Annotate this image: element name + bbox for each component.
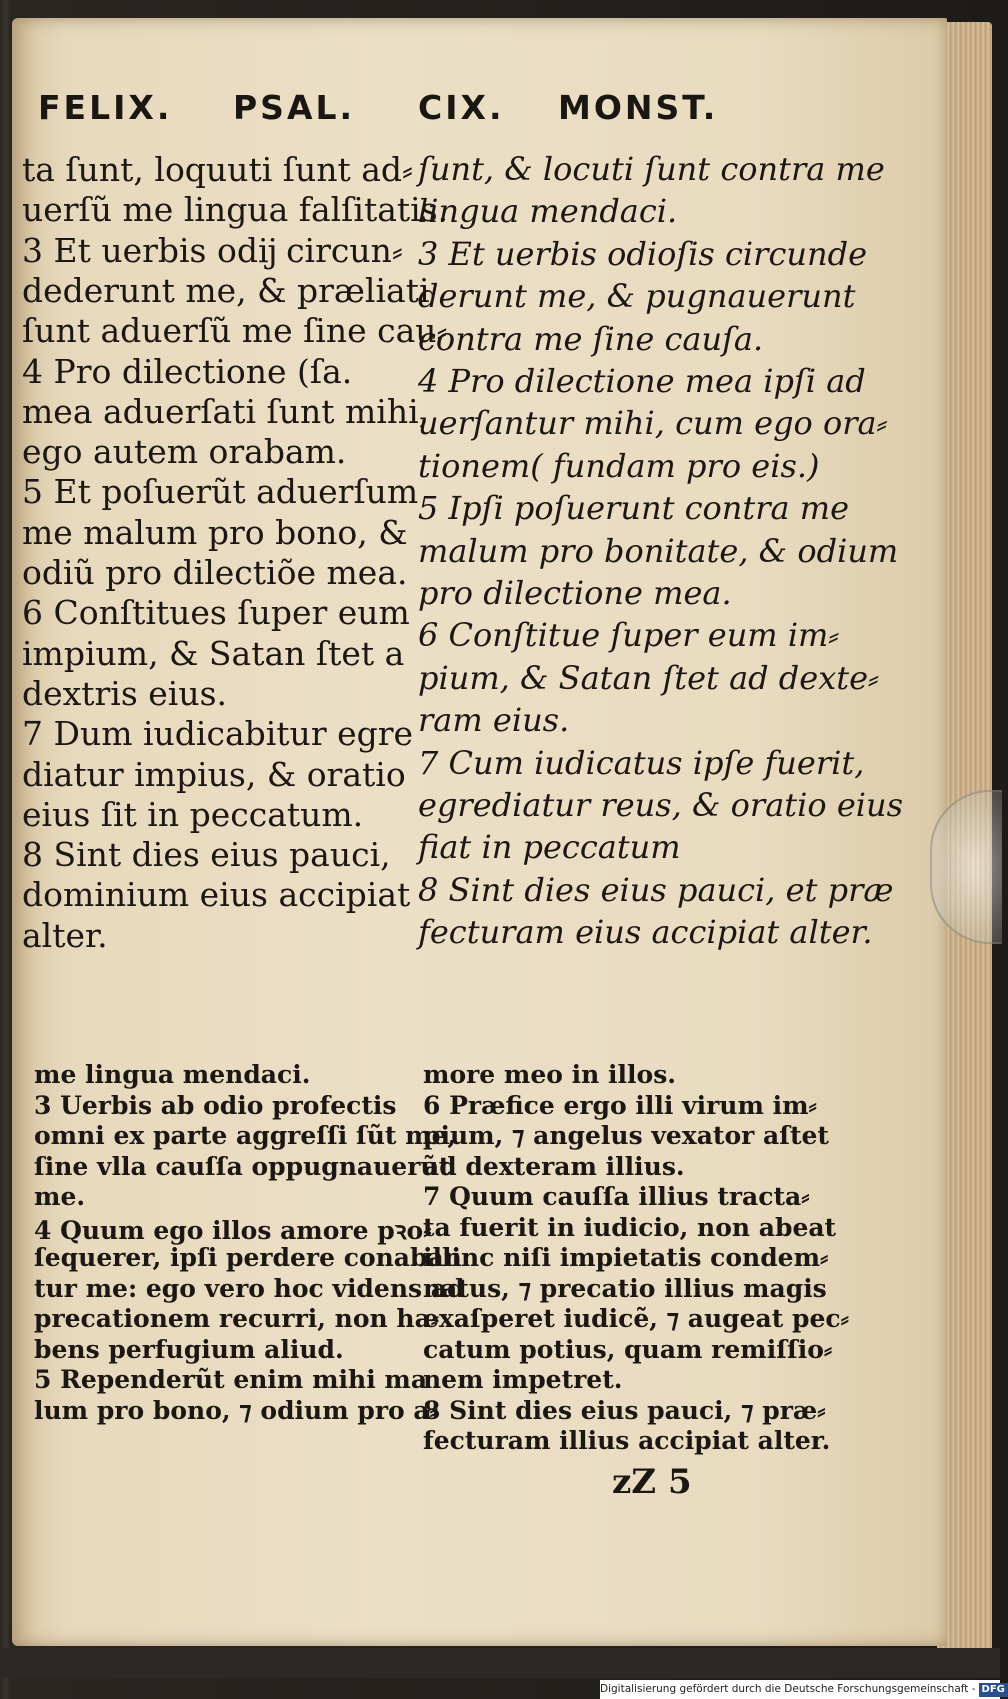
text-line: catum potius, quam remiſſio⸗ xyxy=(423,1334,833,1364)
text-line: exaſperet iudicẽ, ⁊ augeat pec⸗ xyxy=(423,1304,849,1333)
text-line: mea aduerſati ſunt mihi, xyxy=(22,391,430,431)
text-line: ta fuerit in iudicio, non abeat xyxy=(423,1212,837,1242)
text-line: uerſũ me lingua falſitatis. xyxy=(22,190,449,230)
scan-bottom-band xyxy=(0,1648,1000,1678)
text-line: tur me: ego vero hoc videns ad xyxy=(34,1273,465,1303)
text-line: dederunt me, & præliati xyxy=(22,270,430,310)
text-line: precationem recurri, non ha⸗ xyxy=(34,1304,440,1333)
text-line: fecturam eius accipiat alter. xyxy=(418,913,873,952)
text-line: omni ex parte aggreſſi ſũt me, xyxy=(34,1121,457,1150)
text-line: natus, ⁊ precatio illius magis xyxy=(423,1273,827,1303)
text-line: dextris eius. xyxy=(22,673,228,713)
text-line: me lingua mendaci. xyxy=(34,1060,311,1089)
text-line: 3 Uerbis ab odio profectis xyxy=(34,1090,397,1120)
text-line: pro dilectione mea. xyxy=(418,574,732,612)
text-line: impium, & Satan ſtet a xyxy=(22,633,405,673)
text-line: malum pro bonitate, & odium xyxy=(418,531,899,570)
digitization-footer xyxy=(600,1680,1005,1699)
text-line: 7 Dum iudicabitur egre xyxy=(22,714,414,754)
dfg-logo: DFG xyxy=(979,1683,1008,1697)
text-line: lingua mendaci. xyxy=(418,192,678,231)
header-psal: PSAL. xyxy=(233,88,356,127)
text-line: 4 Pro dilectione mea ipſi ad xyxy=(418,362,866,400)
text-line: ta ſunt, loquuti ſunt ad⸗ xyxy=(22,150,414,189)
text-line: 3 Et uerbis odioſis circunde xyxy=(418,234,868,273)
text-line: bens perfugium aliud. xyxy=(34,1334,344,1364)
text-line: 5 Et poſuerũt aduerſum xyxy=(22,472,419,512)
text-line: more meo in illos. xyxy=(423,1060,676,1089)
text-line: 6 Conſtitue ſuper eum im⸗ xyxy=(418,616,840,655)
text-line: alter. xyxy=(22,915,108,955)
text-line: 8 Sint dies eius pauci, ⁊ præ⸗ xyxy=(423,1395,826,1425)
text-line: ſequerer, ipſi perdere conaban xyxy=(34,1243,462,1272)
text-line: fiat in peccatum xyxy=(418,828,681,867)
text-line: egrediatur reus, & oratio eius xyxy=(418,786,904,824)
text-line: ego autem orabam. xyxy=(22,432,347,472)
footer-text: Digitalisierung gefördert durch die Deutsche Forschungsgemeinschaft - xyxy=(600,1683,976,1695)
text-line: 8 Sint dies eius pauci, et præ xyxy=(418,870,894,909)
text-line: lum pro bono, ⁊ odium pro a⸗ xyxy=(34,1395,438,1425)
text-line: ſunt aduerſũ me ſine cau⸗ xyxy=(22,311,448,351)
running-header xyxy=(38,88,728,132)
text-line: contra me ſine cauſa. xyxy=(418,319,764,358)
text-line: 4 Quum ego illos amore pꝛo⸗ xyxy=(34,1215,432,1245)
text-line: ſine vlla cauſſa oppugnauerũt xyxy=(34,1151,451,1181)
text-line: me. xyxy=(34,1182,86,1211)
signature-mark: zZ 5 xyxy=(612,1462,692,1502)
text-line: derunt me, & pugnauerunt xyxy=(418,277,856,316)
text-line: pium, & Satan ſtet ad dexte⸗ xyxy=(418,658,879,697)
text-line: 3 Et uerbis odĳ circun⸗ xyxy=(22,230,403,270)
text-line: 5 Ipſi poſuerunt contra me xyxy=(418,489,850,528)
text-line: 7 Quum cauſſa illius tracta⸗ xyxy=(423,1182,810,1211)
text-line: odiũ pro dilectiõe mea. xyxy=(22,553,408,592)
text-line: eius ſit in peccatum. xyxy=(22,794,364,834)
text-line: pium, ⁊ angelus vexator aſtet xyxy=(423,1121,829,1150)
text-line: uerſantur mihi, cum ego ora⸗ xyxy=(418,404,888,443)
text-line: 8 Sint dies eius pauci, xyxy=(22,835,391,875)
text-line: fecturam illius accipiat alter. xyxy=(423,1426,831,1455)
text-line: 4 Pro dilectione (ſa. xyxy=(22,351,353,391)
text-line: tionem( fundam pro eis.) xyxy=(418,446,820,485)
text-line: 6 Conſtitues ſuper eum xyxy=(22,593,410,633)
text-line: me malum pro bono, & xyxy=(22,512,408,552)
text-line: ſunt, & locuti ſunt contra me xyxy=(418,150,885,188)
text-line: 5 Rependerũt enim mihi ma xyxy=(34,1365,428,1394)
text-line: diatur impius, & oratio xyxy=(22,754,406,794)
text-line: nem impetret. xyxy=(423,1365,623,1394)
text-line: illinc niſi impietatis condem⸗ xyxy=(423,1243,829,1272)
header-cix: CIX. xyxy=(418,88,505,127)
header-felix: FELIX. xyxy=(38,88,173,127)
header-monst: MONST. xyxy=(558,88,719,127)
text-line: 6 Præfice ergo illi virum im⸗ xyxy=(423,1090,817,1120)
text-line: ram eius. xyxy=(418,701,570,740)
text-line: dominium eius accipiat xyxy=(22,875,411,915)
text-line: ad dexteram illius. xyxy=(423,1151,685,1181)
text-line: 7 Cum iudicatus ipſe fuerit, xyxy=(418,743,865,782)
